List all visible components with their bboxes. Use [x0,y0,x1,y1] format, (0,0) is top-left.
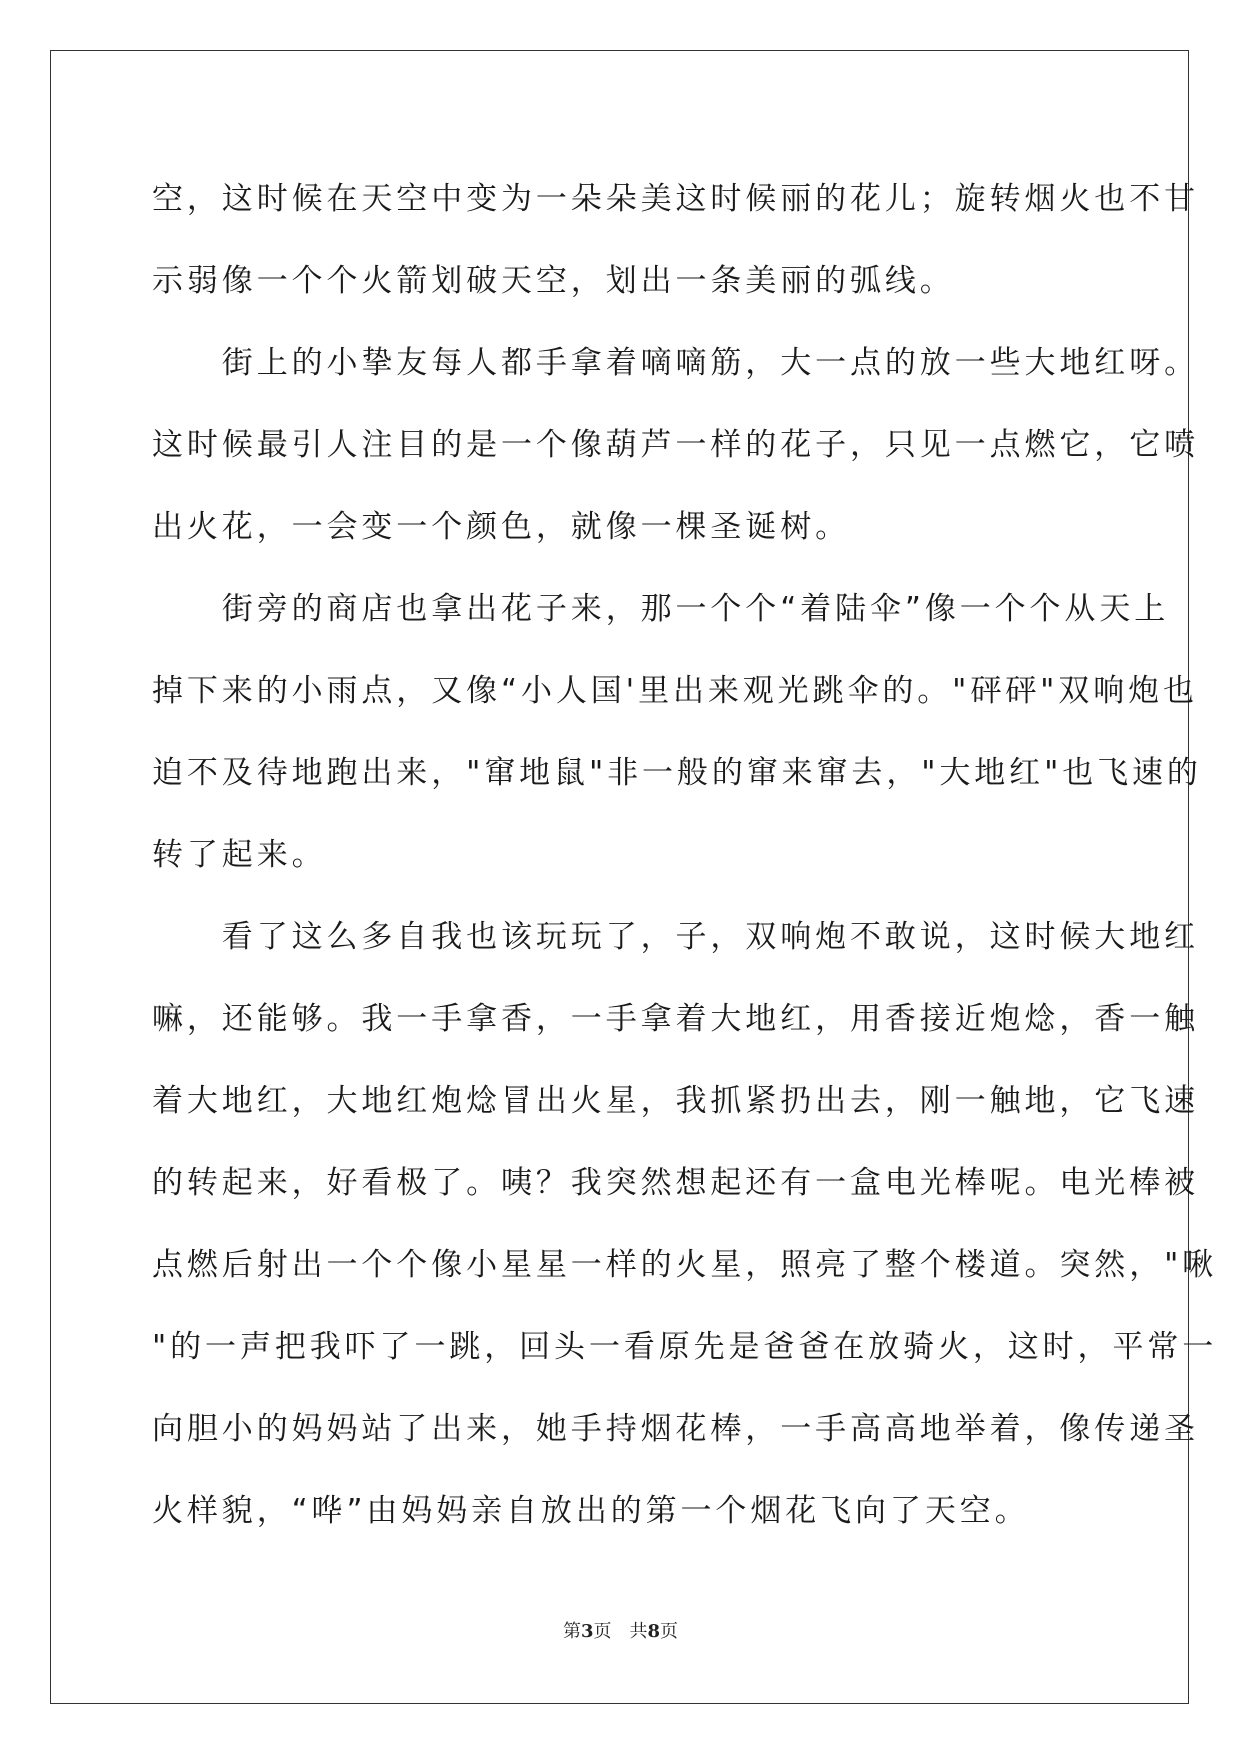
text-line: 迫不及待地跑出来，"窜地鼠"非一般的窜来窜去，"大地红"也飞速的 [152,755,1202,791]
text-line: 空，这时候在天空中变为一朵朵美这时候丽的花儿；旋转烟火也不甘 [152,181,1199,217]
text-line: 点燃后射出一个个像小星星一样的火星，照亮了整个楼道。突然，"啾 [152,1247,1218,1283]
page-middle-text: 页 共 [593,1621,648,1642]
text-line: 嘛，还能够。我一手拿香，一手拿着大地红，用香接近炮焾，香一触 [152,1001,1199,1037]
page-number-footer [0,1617,1241,1643]
current-page-number: 3 [580,1621,594,1642]
text-line: 出火花，一会变一个颜色，就像一棵圣诞树。 [152,509,850,545]
text-line: 向胆小的妈妈站了出来，她手持烟花棒，一手高高地举着，像传递圣 [152,1411,1199,1447]
text-line: 街上的小挚友每人都手拿着嘀嘀筋，大一点的放一些大地红呀。 [152,345,1199,381]
text-line: 街旁的商店也拿出花子来，那一个个“着陆伞”像一个个从天上 [152,591,1170,627]
text-line: 示弱像一个个火箭划破天空，划出一条美丽的弧线。 [152,263,955,299]
text-line: 火样貌，“哗”由妈妈亲自放出的第一个烟花飞向了天空。 [152,1493,1030,1529]
text-line: 转了起来。 [152,837,327,873]
page-suffix: 页 [660,1621,679,1642]
text-line: 的转起来，好看极了。咦？我突然想起还有一盒电光棒呢。电光棒被 [152,1165,1199,1201]
document-body [152,158,1218,1552]
page-prefix: 第 [562,1621,581,1642]
text-line: 着大地红，大地红炮焾冒出火星，我抓紧扔出去，刚一触地，它飞速 [152,1083,1199,1119]
text-line: 掉下来的小雨点，又像“小人国'里出来观光跳伞的。"砰砰"双响炮也 [152,673,1198,709]
total-pages-number: 8 [647,1621,661,1642]
text-line: 看了这么多自我也该玩玩了，子，双响炮不敢说，这时候大地红 [152,919,1199,955]
text-line: "的一声把我吓了一跳，回头一看原先是爸爸在放骑火，这时，平常一 [152,1329,1218,1365]
text-line: 这时候最引人注目的是一个像葫芦一样的花子，只见一点燃它，它喷 [152,427,1199,463]
